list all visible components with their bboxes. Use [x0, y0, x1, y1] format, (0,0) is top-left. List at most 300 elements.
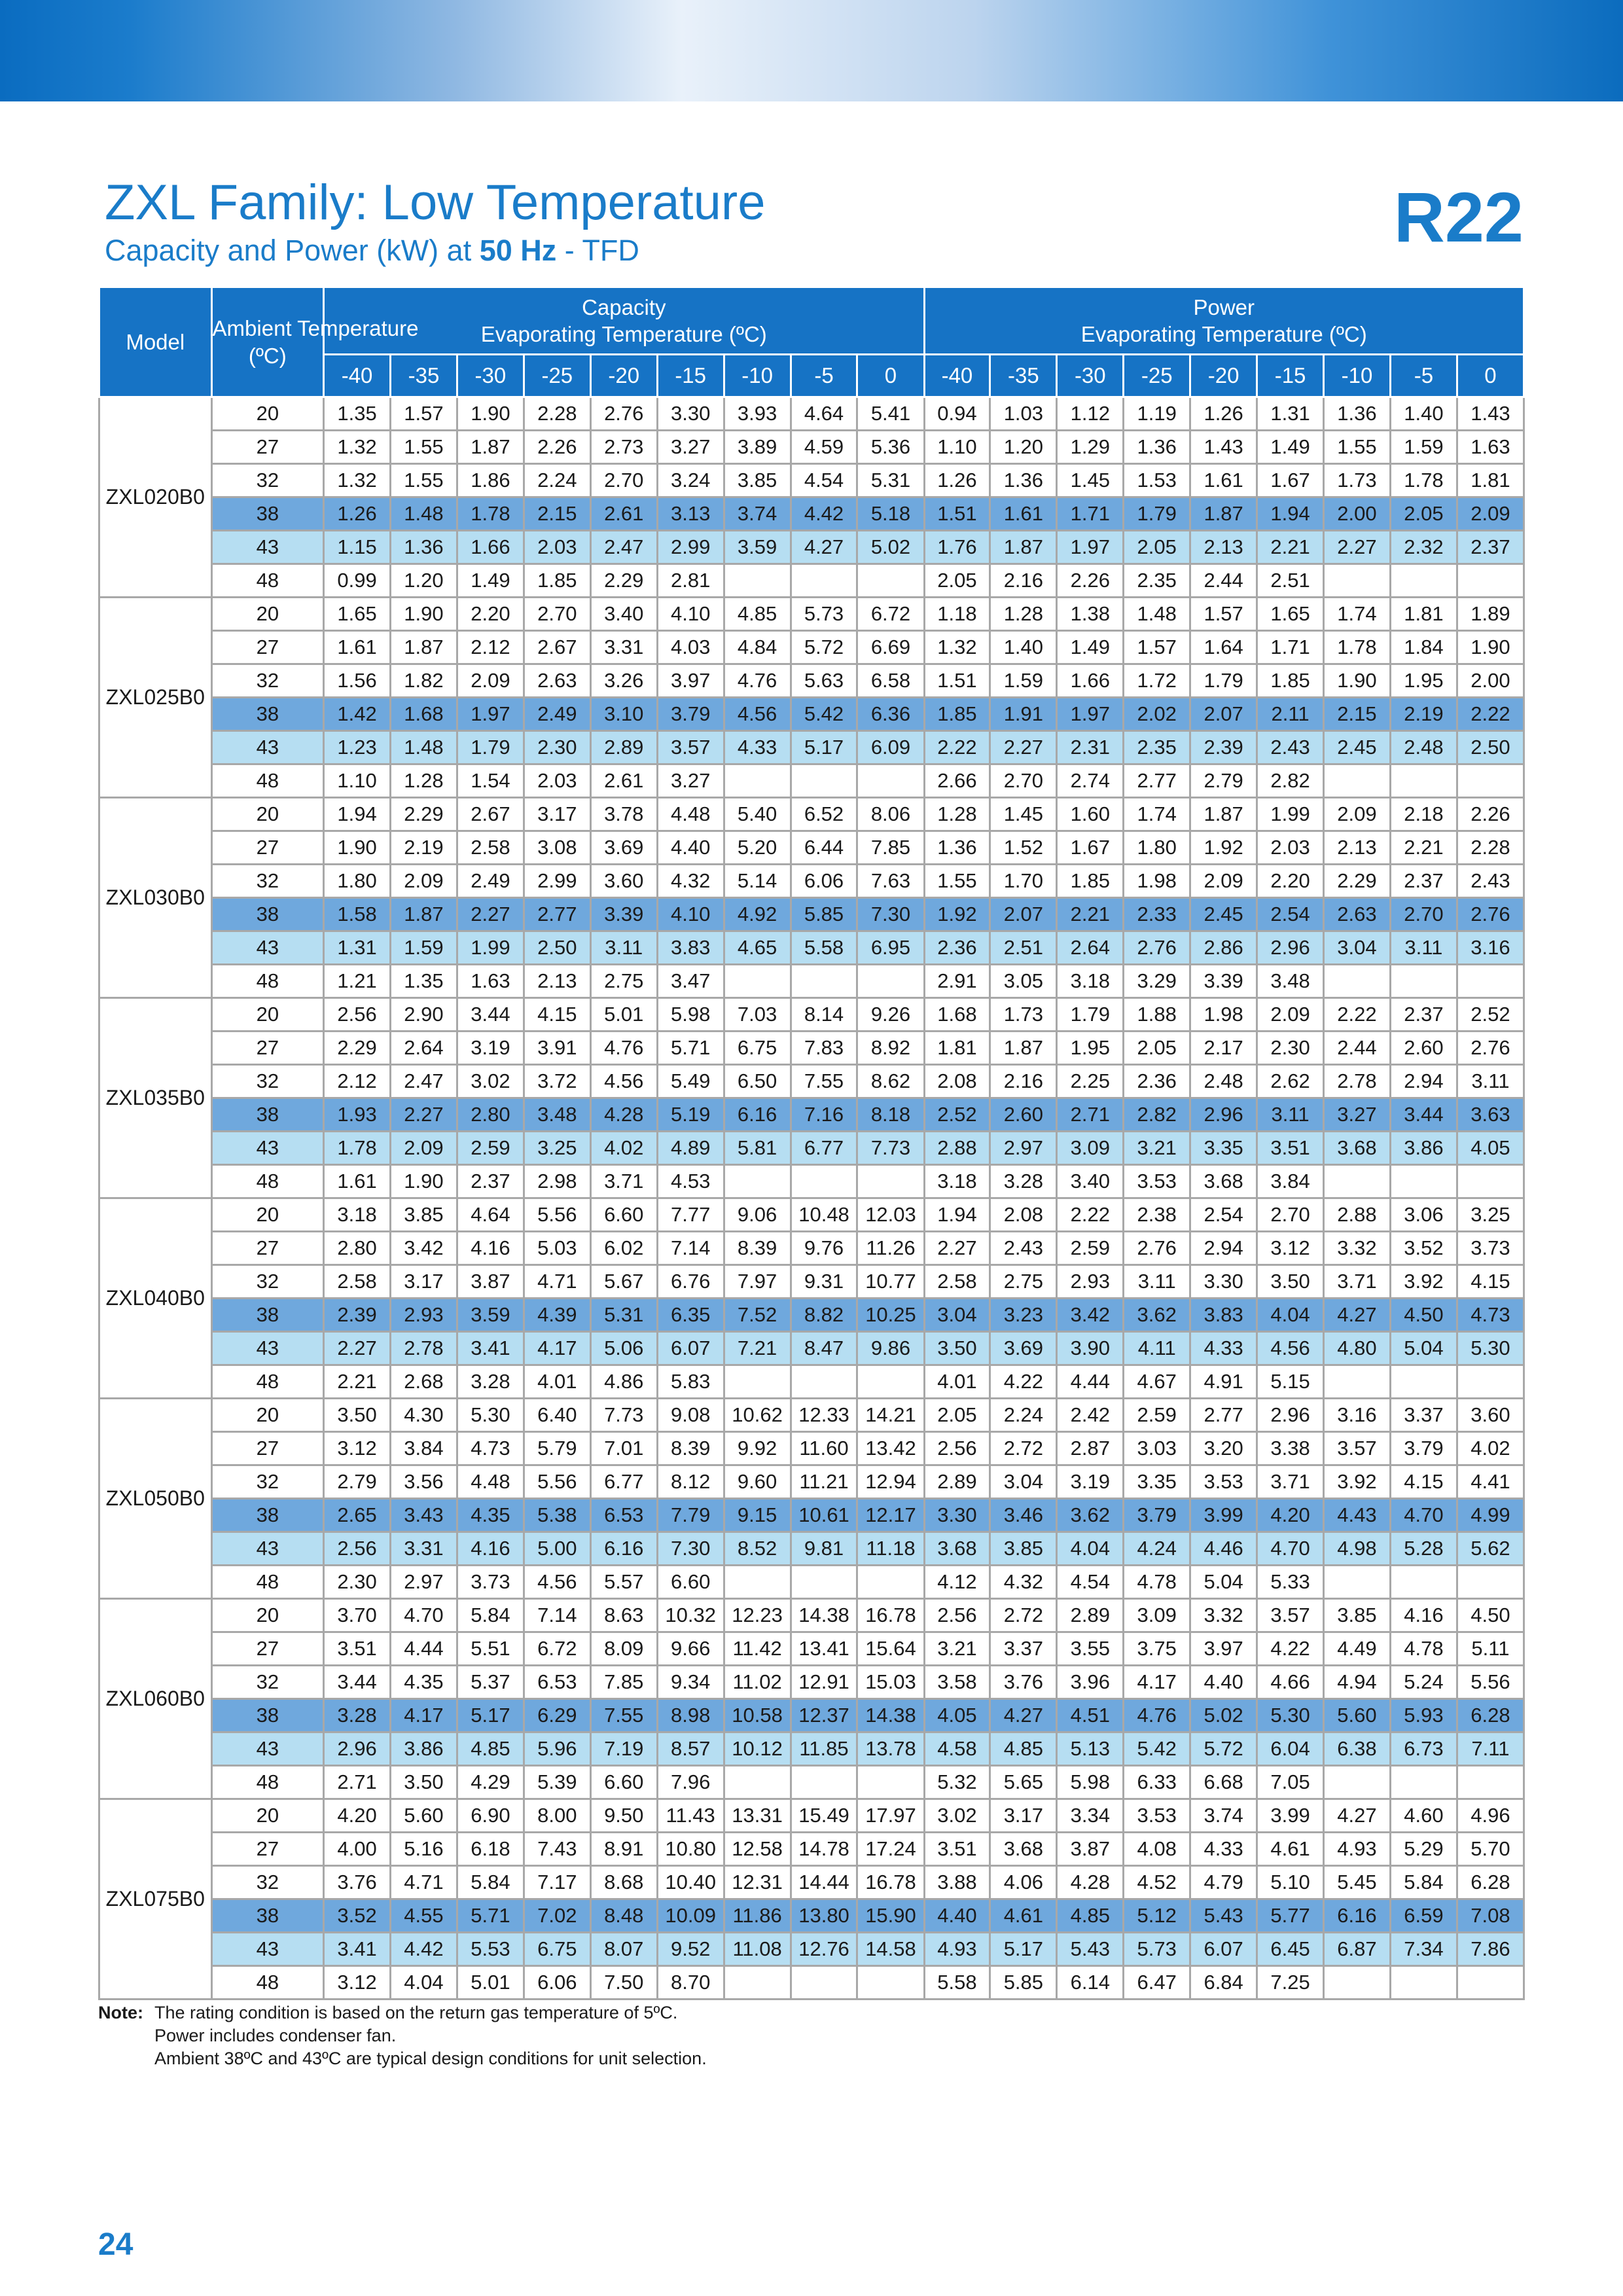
power-cell: 1.49 [1057, 631, 1124, 664]
power-cell: 4.02 [1457, 1432, 1524, 1465]
capacity-cell: 1.90 [391, 1165, 457, 1198]
power-cell: 3.38 [1257, 1432, 1324, 1465]
power-cell: 2.70 [1390, 898, 1457, 931]
power-cell: 2.86 [1190, 931, 1257, 965]
table-row [99, 497, 1524, 531]
power-cell: 7.86 [1457, 1933, 1524, 1966]
capacity-cell: 5.02 [857, 531, 924, 564]
power-cell: 6.59 [1390, 1899, 1457, 1933]
power-cell: 7.11 [1457, 1732, 1524, 1766]
capacity-cell: 3.47 [657, 965, 724, 998]
power-cell: 4.04 [1257, 1299, 1324, 1332]
power-cell: 3.85 [1324, 1599, 1391, 1632]
capacity-cell: 5.71 [457, 1899, 524, 1933]
capacity-cell: 5.37 [457, 1666, 524, 1699]
model-name: ZXL060B0 [99, 1599, 212, 1799]
power-cell [1324, 1165, 1391, 1198]
capacity-cell: 5.63 [791, 664, 857, 698]
capacity-cell: 5.57 [590, 1566, 657, 1599]
power-cell [1324, 1566, 1391, 1599]
capacity-cell: 4.73 [457, 1432, 524, 1465]
capacity-cell: 7.30 [857, 898, 924, 931]
capacity-cell: 6.02 [590, 1232, 657, 1265]
capacity-cell: 7.52 [724, 1299, 791, 1332]
power-cell: 3.86 [1390, 1132, 1457, 1165]
capacity-cell: 4.10 [657, 898, 724, 931]
capacity-cell: 2.24 [524, 464, 590, 497]
capacity-cell: 6.75 [724, 1031, 791, 1065]
power-cell: 2.25 [1057, 1065, 1124, 1098]
capacity-cell: 7.17 [524, 1866, 590, 1899]
power-cell: 2.27 [924, 1232, 990, 1265]
power-cell: 2.88 [924, 1132, 990, 1165]
capacity-cell: 4.27 [791, 531, 857, 564]
capacity-cell: 9.52 [657, 1933, 724, 1966]
table-row [99, 1699, 1524, 1732]
power-cell: 3.02 [924, 1799, 990, 1833]
power-cell: 3.42 [1057, 1299, 1124, 1332]
power-cell: 3.21 [924, 1632, 990, 1666]
capacity-cell: 6.09 [857, 731, 924, 764]
capacity-cell: 4.85 [457, 1732, 524, 1766]
model-name: ZXL050B0 [99, 1399, 212, 1599]
capacity-cell: 2.80 [324, 1232, 391, 1265]
capacity-cell: 1.59 [391, 931, 457, 965]
power-cell: 5.32 [924, 1766, 990, 1799]
power-cell: 2.50 [1457, 731, 1524, 764]
power-cell: 4.08 [1124, 1833, 1190, 1866]
power-cell: 3.50 [1257, 1265, 1324, 1299]
capacity-evap-temp: -5 [791, 355, 857, 397]
capacity-cell: 7.19 [590, 1732, 657, 1766]
ambient-temp-cell: 20 [211, 1799, 324, 1833]
capacity-cell: 1.36 [391, 531, 457, 564]
table-row [99, 1599, 1524, 1632]
refrigerant-label: R22 [1393, 177, 1524, 257]
capacity-cell: 3.91 [524, 1031, 590, 1065]
capacity-cell: 5.19 [657, 1098, 724, 1132]
power-cell: 4.91 [1190, 1365, 1257, 1399]
power-cell: 2.05 [924, 1399, 990, 1432]
page-number: 24 [98, 2227, 134, 2262]
power-cell: 5.98 [1057, 1766, 1124, 1799]
power-cell: 1.51 [924, 664, 990, 698]
capacity-cell: 5.51 [457, 1632, 524, 1666]
power-evap-temp: -30 [1057, 355, 1124, 397]
capacity-cell: 3.40 [590, 598, 657, 631]
capacity-cell: 5.20 [724, 831, 791, 865]
power-cell: 2.48 [1190, 1065, 1257, 1098]
power-cell [1390, 764, 1457, 798]
capacity-cell: 3.78 [590, 798, 657, 831]
capacity-cell: 5.72 [791, 631, 857, 664]
capacity-header-label: Capacity [582, 295, 666, 319]
capacity-cell: 7.50 [590, 1966, 657, 2000]
table-row [99, 631, 1524, 664]
power-cell: 2.17 [1190, 1031, 1257, 1065]
table-row [99, 1332, 1524, 1365]
power-cell: 1.61 [1190, 464, 1257, 497]
power-cell: 2.79 [1190, 764, 1257, 798]
power-cell: 2.56 [924, 1599, 990, 1632]
ambient-temp-cell: 32 [211, 1465, 324, 1499]
power-cell: 0.94 [924, 397, 990, 431]
power-cell: 1.55 [924, 865, 990, 898]
power-cell: 6.73 [1390, 1732, 1457, 1766]
capacity-cell: 2.96 [324, 1732, 391, 1766]
capacity-cell: 9.26 [857, 998, 924, 1031]
power-cell: 3.51 [924, 1833, 990, 1866]
capacity-cell: 3.60 [590, 865, 657, 898]
capacity-cell: 4.86 [590, 1365, 657, 1399]
capacity-cell: 2.21 [324, 1365, 391, 1399]
capacity-cell: 5.42 [791, 698, 857, 731]
power-cell: 1.73 [1324, 464, 1391, 497]
capacity-cell: 2.15 [524, 497, 590, 531]
power-cell: 5.85 [990, 1966, 1057, 2000]
power-cell: 1.61 [990, 497, 1057, 531]
power-cell: 1.97 [1057, 698, 1124, 731]
capacity-evap-temp: -40 [324, 355, 391, 397]
capacity-cell: 6.16 [590, 1532, 657, 1566]
table-row [99, 431, 1524, 464]
power-cell: 4.40 [1190, 1666, 1257, 1699]
power-cell: 4.98 [1324, 1532, 1391, 1566]
power-cell [1457, 1566, 1524, 1599]
power-cell [1457, 764, 1524, 798]
capacity-cell: 2.09 [391, 1132, 457, 1165]
capacity-cell [857, 1766, 924, 1799]
capacity-cell: 4.00 [324, 1833, 391, 1866]
table-row [99, 1399, 1524, 1432]
power-cell: 1.84 [1390, 631, 1457, 664]
capacity-cell: 10.12 [724, 1732, 791, 1766]
power-cell: 2.96 [1190, 1098, 1257, 1132]
capacity-cell: 3.02 [457, 1065, 524, 1098]
capacity-cell: 8.48 [590, 1899, 657, 1933]
power-cell: 3.68 [1190, 1165, 1257, 1198]
power-cell: 4.56 [1257, 1332, 1324, 1365]
power-cell: 2.43 [1457, 865, 1524, 898]
power-cell: 1.48 [1124, 598, 1190, 631]
power-cell: 3.37 [990, 1632, 1057, 1666]
capacity-cell: 4.48 [457, 1465, 524, 1499]
power-cell: 3.79 [1390, 1432, 1457, 1465]
power-cell: 2.76 [1124, 1232, 1190, 1265]
power-cell: 2.30 [1257, 1031, 1324, 1065]
capacity-cell: 10.80 [657, 1833, 724, 1866]
power-cell: 3.53 [1124, 1165, 1190, 1198]
power-cell: 1.28 [924, 798, 990, 831]
power-cell: 4.16 [1390, 1599, 1457, 1632]
power-cell: 1.89 [1457, 598, 1524, 631]
power-cell: 3.92 [1390, 1265, 1457, 1299]
power-cell: 3.74 [1190, 1799, 1257, 1833]
capacity-cell: 4.42 [791, 497, 857, 531]
power-cell: 7.08 [1457, 1899, 1524, 1933]
power-cell: 2.96 [1257, 1399, 1324, 1432]
capacity-cell: 2.26 [524, 431, 590, 464]
power-cell: 3.57 [1257, 1599, 1324, 1632]
ambient-temp-cell: 48 [211, 1766, 324, 1799]
capacity-cell: 8.57 [657, 1732, 724, 1766]
power-cell: 5.13 [1057, 1732, 1124, 1766]
power-cell: 1.12 [1057, 397, 1124, 431]
power-cell: 3.11 [1124, 1265, 1190, 1299]
capacity-cell: 6.06 [791, 865, 857, 898]
table-row [99, 564, 1524, 598]
capacity-cell: 8.92 [857, 1031, 924, 1065]
capacity-cell: 4.64 [791, 397, 857, 431]
capacity-cell: 5.16 [391, 1833, 457, 1866]
ambient-temp-cell: 32 [211, 1666, 324, 1699]
capacity-cell: 1.56 [324, 664, 391, 698]
ambient-temp-cell: 32 [211, 664, 324, 698]
power-cell: 3.68 [1324, 1132, 1391, 1165]
capacity-cell: 3.93 [724, 397, 791, 431]
capacity-cell: 3.89 [724, 431, 791, 464]
power-cell: 3.03 [1124, 1432, 1190, 1465]
capacity-cell: 3.72 [524, 1065, 590, 1098]
capacity-cell: 14.38 [857, 1699, 924, 1732]
capacity-cell: 2.58 [457, 831, 524, 865]
capacity-cell: 12.94 [857, 1465, 924, 1499]
power-cell: 4.11 [1124, 1332, 1190, 1365]
capacity-cell: 2.80 [457, 1098, 524, 1132]
power-cell: 2.26 [1057, 564, 1124, 598]
power-cell: 2.19 [1390, 698, 1457, 731]
power-cell [1457, 1365, 1524, 1399]
capacity-cell: 2.58 [324, 1265, 391, 1299]
power-cell: 4.44 [1057, 1365, 1124, 1399]
capacity-cell: 3.24 [657, 464, 724, 497]
capacity-cell: 4.56 [724, 698, 791, 731]
capacity-cell: 11.02 [724, 1666, 791, 1699]
power-cell: 4.85 [990, 1732, 1057, 1766]
capacity-cell: 3.11 [590, 931, 657, 965]
capacity-cell: 1.97 [457, 698, 524, 731]
power-cell [1390, 1365, 1457, 1399]
power-cell: 1.40 [990, 631, 1057, 664]
power-cell: 4.49 [1324, 1632, 1391, 1666]
capacity-cell: 6.77 [590, 1465, 657, 1499]
power-cell: 1.74 [1124, 798, 1190, 831]
capacity-cell: 8.98 [657, 1699, 724, 1732]
capacity-cell: 5.49 [657, 1065, 724, 1098]
power-cell: 2.87 [1057, 1432, 1124, 1465]
power-cell: 2.31 [1057, 731, 1124, 764]
power-cell: 3.79 [1124, 1499, 1190, 1532]
power-cell: 3.51 [1257, 1132, 1324, 1165]
power-cell: 2.35 [1124, 731, 1190, 764]
power-cell [1324, 1365, 1391, 1399]
ambient-temp-cell: 38 [211, 698, 324, 731]
power-cell: 1.88 [1124, 998, 1190, 1031]
power-cell: 3.04 [924, 1299, 990, 1332]
capacity-cell: 9.50 [590, 1799, 657, 1833]
ambient-header-unit: (ºC) [248, 343, 287, 368]
power-cell: 2.72 [990, 1432, 1057, 1465]
power-cell: 1.43 [1190, 431, 1257, 464]
capacity-cell: 13.78 [857, 1732, 924, 1766]
power-cell: 4.76 [1124, 1699, 1190, 1732]
capacity-cell [724, 564, 791, 598]
power-cell: 4.06 [990, 1866, 1057, 1899]
power-cell [1390, 1766, 1457, 1799]
power-cell: 1.81 [924, 1031, 990, 1065]
capacity-cell: 4.17 [524, 1332, 590, 1365]
power-cell: 4.41 [1457, 1465, 1524, 1499]
capacity-cell [857, 965, 924, 998]
power-cell: 3.28 [990, 1165, 1057, 1198]
capacity-cell [857, 564, 924, 598]
capacity-cell: 2.27 [457, 898, 524, 931]
capacity-cell: 4.64 [457, 1198, 524, 1232]
capacity-cell: 8.00 [524, 1799, 590, 1833]
power-cell [1324, 965, 1391, 998]
capacity-cell: 2.71 [324, 1766, 391, 1799]
power-cell: 4.20 [1257, 1499, 1324, 1532]
capacity-cell: 3.10 [590, 698, 657, 731]
power-cell: 2.24 [990, 1399, 1057, 1432]
capacity-cell: 7.97 [724, 1265, 791, 1299]
table-row [99, 397, 1524, 431]
power-cell: 4.61 [1257, 1833, 1324, 1866]
capacity-cell: 3.25 [524, 1132, 590, 1165]
capacity-cell: 2.30 [324, 1566, 391, 1599]
ambient-temp-cell: 27 [211, 431, 324, 464]
power-cell: 2.36 [1124, 1065, 1190, 1098]
power-cell: 1.18 [924, 598, 990, 631]
power-cell: 3.44 [1390, 1098, 1457, 1132]
power-cell: 3.20 [1190, 1432, 1257, 1465]
power-cell: 5.30 [1457, 1332, 1524, 1365]
table-row [99, 1098, 1524, 1132]
table-row [99, 1132, 1524, 1165]
power-cell: 4.04 [1057, 1532, 1124, 1566]
ambient-temp-cell: 43 [211, 1732, 324, 1766]
power-cell: 4.27 [990, 1699, 1057, 1732]
power-cell: 2.94 [1390, 1065, 1457, 1098]
power-cell: 3.16 [1457, 931, 1524, 965]
capacity-cell: 12.31 [724, 1866, 791, 1899]
power-cell: 3.53 [1124, 1799, 1190, 1833]
capacity-cell: 4.85 [724, 598, 791, 631]
capacity-cell: 4.16 [457, 1232, 524, 1265]
ambient-temp-cell: 27 [211, 1833, 324, 1866]
capacity-cell: 5.71 [657, 1031, 724, 1065]
table-row [99, 1866, 1524, 1899]
power-cell [1390, 1566, 1457, 1599]
table-row [99, 1432, 1524, 1465]
power-cell: 3.40 [1057, 1165, 1124, 1198]
capacity-cell: 7.77 [657, 1198, 724, 1232]
power-cell: 2.16 [990, 564, 1057, 598]
capacity-cell: 4.42 [391, 1933, 457, 1966]
capacity-cell: 1.48 [391, 731, 457, 764]
capacity-cell: 11.86 [724, 1899, 791, 1933]
power-cell: 2.42 [1057, 1399, 1124, 1432]
capacity-cell: 4.10 [657, 598, 724, 631]
power-cell: 3.90 [1057, 1332, 1124, 1365]
power-cell: 2.09 [1324, 798, 1391, 831]
power-cell: 1.64 [1190, 631, 1257, 664]
capacity-cell: 2.49 [457, 865, 524, 898]
capacity-cell: 8.07 [590, 1933, 657, 1966]
power-cell: 3.73 [1457, 1232, 1524, 1265]
power-cell: 2.00 [1324, 497, 1391, 531]
power-cell: 1.81 [1390, 598, 1457, 631]
capacity-cell: 1.21 [324, 965, 391, 998]
power-cell: 2.21 [1257, 531, 1324, 564]
power-cell: 4.24 [1124, 1532, 1190, 1566]
capacity-cell: 16.78 [857, 1599, 924, 1632]
power-cell: 4.70 [1257, 1532, 1324, 1566]
capacity-cell [857, 1365, 924, 1399]
power-cell: 3.58 [924, 1666, 990, 1699]
power-cell: 4.17 [1124, 1666, 1190, 1699]
power-cell [1457, 1766, 1524, 1799]
ambient-temp-cell: 48 [211, 1566, 324, 1599]
power-cell: 3.63 [1457, 1098, 1524, 1132]
power-cell: 2.48 [1390, 731, 1457, 764]
capacity-cell [791, 1966, 857, 2000]
power-cell: 2.76 [1457, 1031, 1524, 1065]
capacity-cell [791, 1165, 857, 1198]
capacity-cell: 1.65 [324, 598, 391, 631]
power-cell: 2.97 [990, 1132, 1057, 1165]
power-cell: 2.77 [1124, 764, 1190, 798]
capacity-cell: 7.73 [857, 1132, 924, 1165]
power-cell: 2.08 [924, 1065, 990, 1098]
capacity-cell: 9.15 [724, 1499, 791, 1532]
power-cell: 3.06 [1390, 1198, 1457, 1232]
capacity-cell: 7.30 [657, 1532, 724, 1566]
power-cell: 2.00 [1457, 664, 1524, 698]
capacity-cell: 12.37 [791, 1699, 857, 1732]
power-cell: 1.59 [990, 664, 1057, 698]
power-cell: 3.34 [1057, 1799, 1124, 1833]
capacity-cell [791, 1566, 857, 1599]
power-cell: 2.72 [990, 1599, 1057, 1632]
capacity-cell: 15.90 [857, 1899, 924, 1933]
capacity-cell: 3.31 [590, 631, 657, 664]
power-cell: 2.21 [1390, 831, 1457, 865]
capacity-cell: 2.93 [391, 1299, 457, 1332]
capacity-evap-temp: -10 [724, 355, 791, 397]
capacity-cell: 14.21 [857, 1399, 924, 1432]
capacity-cell: 8.12 [657, 1465, 724, 1499]
capacity-cell: 1.58 [324, 898, 391, 931]
capacity-cell: 11.43 [657, 1799, 724, 1833]
capacity-cell [791, 965, 857, 998]
power-cell: 3.21 [1124, 1132, 1190, 1165]
power-cell: 1.71 [1257, 631, 1324, 664]
power-cell: 3.96 [1057, 1666, 1124, 1699]
power-cell: 1.19 [1124, 397, 1190, 431]
power-cell: 1.87 [990, 1031, 1057, 1065]
ambient-temp-cell: 32 [211, 464, 324, 497]
capacity-cell: 2.78 [391, 1332, 457, 1365]
capacity-cell: 6.18 [457, 1833, 524, 1866]
table-row [99, 1299, 1524, 1332]
capacity-cell: 7.85 [857, 831, 924, 865]
capacity-cell: 5.03 [524, 1232, 590, 1265]
subtitle-prefix: Capacity and Power (kW) at [105, 234, 480, 267]
capacity-cell: 8.91 [590, 1833, 657, 1866]
power-cell: 6.68 [1190, 1766, 1257, 1799]
table-row [99, 1232, 1524, 1265]
